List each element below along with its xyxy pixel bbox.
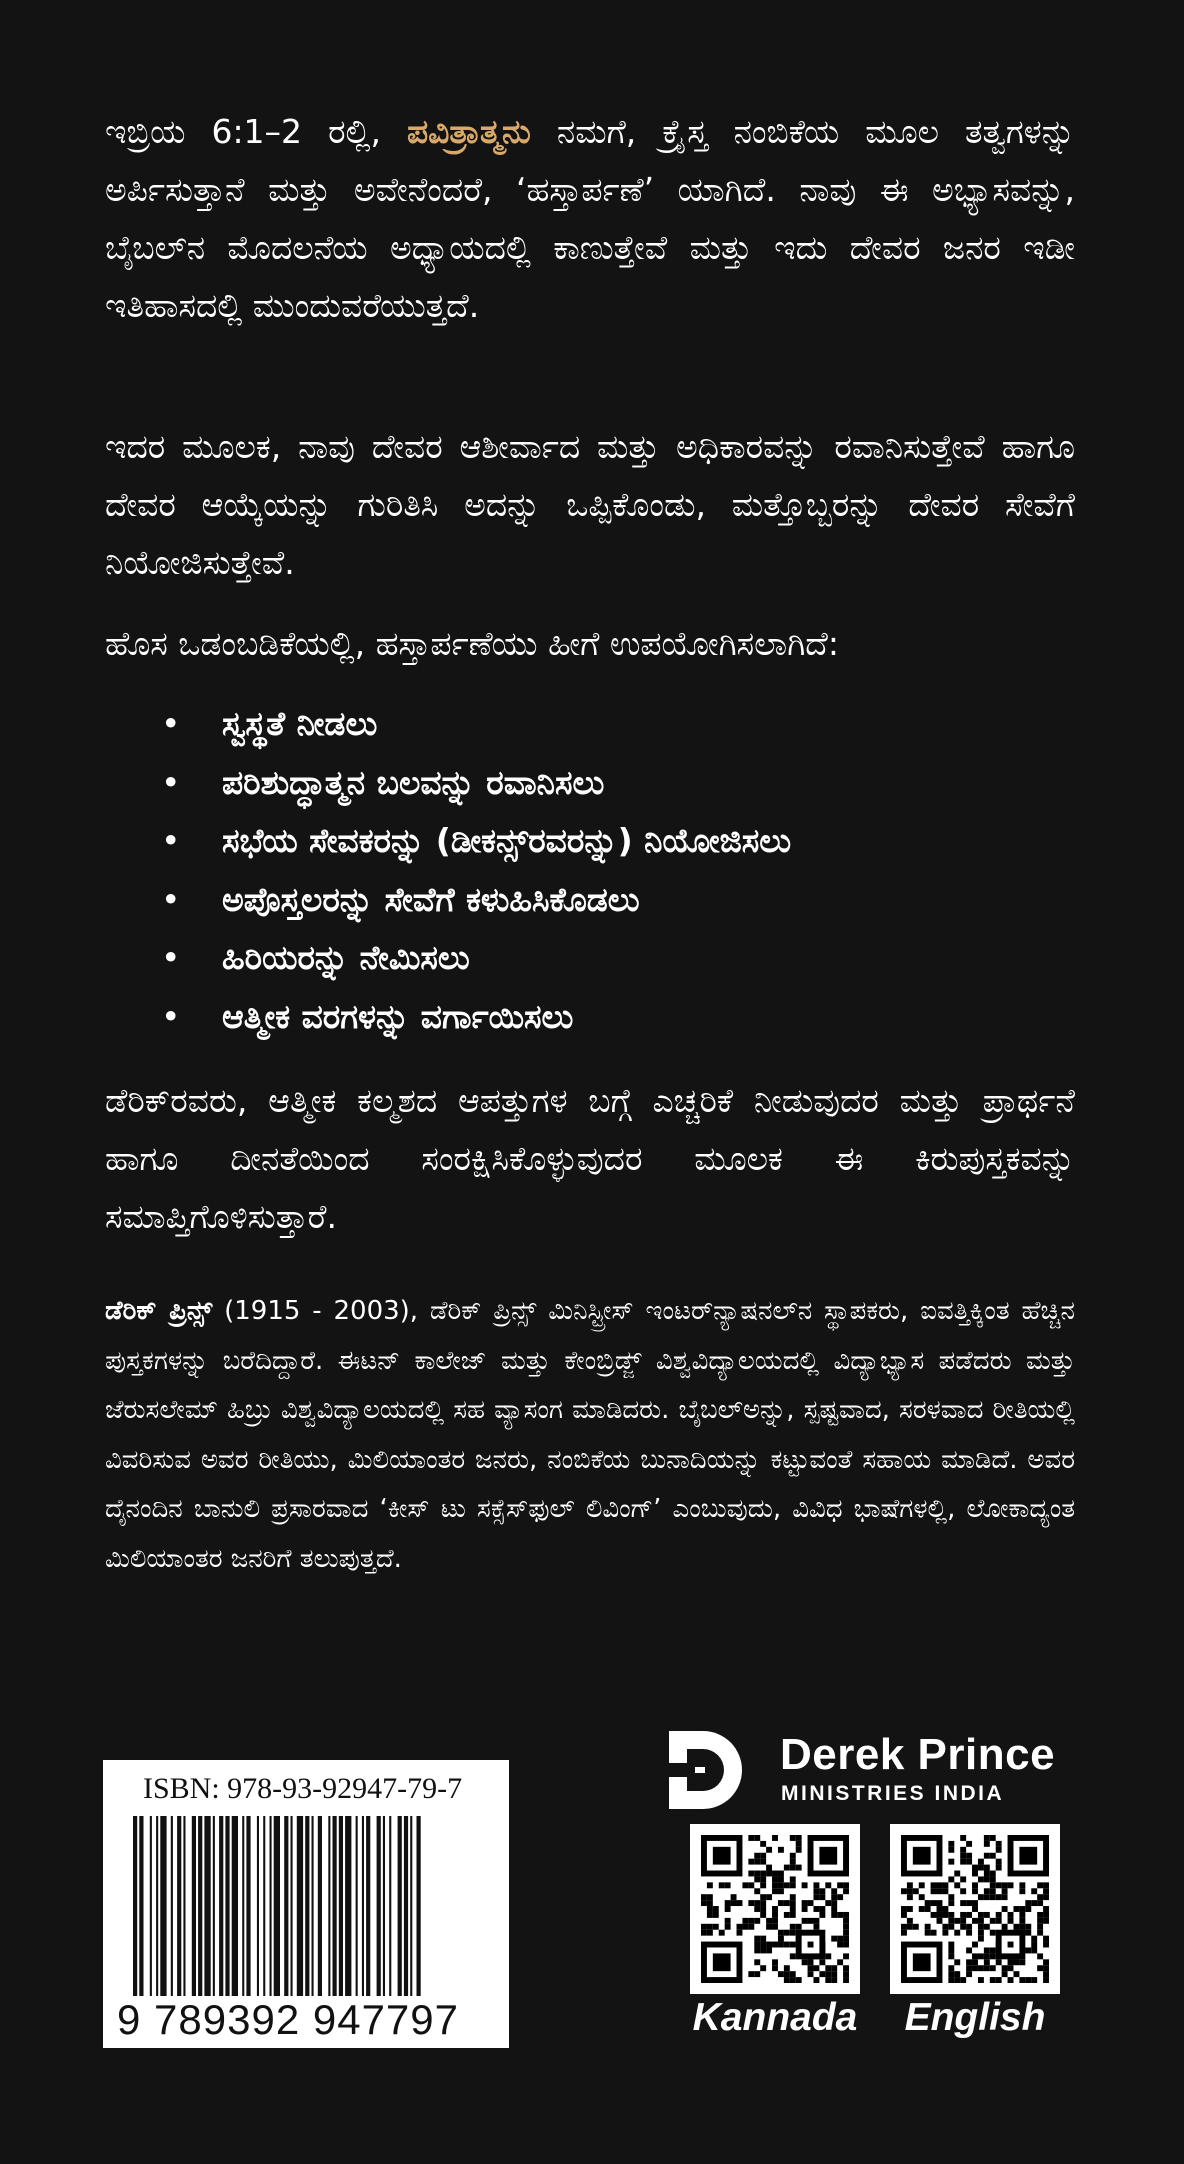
bullet-icon: • xyxy=(161,938,181,977)
list-item xyxy=(105,754,1005,813)
bullet-icon: • xyxy=(161,879,181,919)
blessing-paragraph: ಇದರ ಮೂಲಕ, ನಾವು ದೇವರ ಆಶೀರ್ವಾದ ಮತ್ತು ಅಧಿಕಾರವನ್ನು ರವಾನಿಸುತ್ತೇವೆ ಹಾಗೂ ದೇವರ ಆಯ್ಕೆಯನ್ನು ಗುರಿತಿಸಿ ಅದನ್ನು ಒಪ್ಪಿಕೊಂಡು, ಮತ್ತೊಬ್ಬರನ್ನು ದೇವರ ಸೇವೆಗೆ ನಿಯೋಜಿಸುತ್ತೇವೆ. xyxy=(105,427,1075,582)
author-name: ಡೆರಿಕ್ ಪ್ರಿನ್ಸ್ xyxy=(105,1296,213,1326)
qr-code-kannada[interactable] xyxy=(690,1824,860,1994)
logo-name: Derek Prince xyxy=(780,1730,1056,1779)
author-bio xyxy=(105,1287,1075,1584)
barcode-digits: 9 789392 947797 xyxy=(117,1996,459,2043)
list-item-text: ಅಪೊಸ್ತಲರನ್ನು ಸೇವೆಗೆ ಕಳುಹಿಸಿಕೊಡಲು xyxy=(222,879,640,919)
list-item-text: ಪರಿಶುದ್ಧಾತ್ಮನ ಬಲವನ್ನು ರವಾನಿಸಲು xyxy=(222,762,605,802)
bullet-icon: • xyxy=(161,996,181,1036)
usage-intro-paragraph: ಹೊಸ ಒಡಂಬಡಿಕೆಯಲ್ಲಿ, ಹಸ್ತಾರ್ಪಣೆಯು ಹೀಗೆ ಉಪಯೋಗಿಸಲಾಗಿದೆ: xyxy=(105,624,839,663)
qr-code-icon xyxy=(701,1835,849,1983)
dpm-logo-icon xyxy=(665,1727,751,1813)
author-bio-text: (1915 - 2003), ಡೆರಿಕ್ ಪ್ರಿನ್ಸ್ ಮಿನಿಸ್ಟ್ರೀಸ್ ಇಂಟರ್‌ನ್ಯಾಷನಲ್‌ನ ಸ್ಥಾಪಕರು, ಐವತ್ತಿಕ್ಕಿಂತ ಹೆಚ್ಚಿನ ಪುಸ್ತಕಗಳನ್ನು ಬರೆದಿದ್ದಾರೆ. ಈಟನ್ ಕಾಲೇಜ್ ಮತ್ತು ಕೇಂಬ್ರಿಡ್ಜ್ ವಿಶ್ವವಿದ್ಯಾಲಯದಲ್ಲಿ ವಿದ್ಯಾಭ್ಯಾಸ ಪಡೆದರು ಮತ್ತು ಜೆರುಸಲೇಮ್ ಹಿಬ್ರು ವಿಶ್ವವಿದ್ಯಾಲಯದಲ್ಲಿ ಸಹ ವ್ಯಾಸಂಗ ಮಾಡಿದರು. ಬೈಬಲ್‌ಅನ್ನು, ಸ್ಪಷ್ಟವಾದ, ಸರಳವಾದ ರೀತಿಯಲ್ಲಿ ವಿವರಿಸುವ ಅವರ ರೀತಿಯು, ಮಿಲಿಯಾಂತರ ಜನರು, ನಂಬಿಕೆಯ ಬುನಾದಿಯನ್ನು ಕಟ್ಟುವಂತೆ ಸಹಾಯ ಮಾಡಿದೆ. ಅವರ ದೈನಂದಿನ ಬಾನುಲಿ ಪ್ರಸಾರವಾದ ‘ಕೀಸ್ ಟು ಸಕ್ಸೆಸ್‌ಫುಲ್ ಲಿವಿಂಗ್’ ಎಂಬುವುದು, ವಿವಿಧ ಭಾಷೆಗಳಲ್ಲಿ, ಲೋಕಾದ್ಯಂತ ಮಿಲಿಯಾಂತರ ಜನರಿಗೆ ತಲುಪುತ್ತದೆ. xyxy=(105,1296,1076,1574)
usage-list xyxy=(105,695,1005,1046)
list-item-text: ಸ್ವಸ್ಥತೆ ನೀಡಲು xyxy=(222,704,378,743)
conclusion-paragraph: ಡೆರಿಕ್‌ರವರು, ಆತ್ಮೀಕ ಕಲ್ಮಶದ ಆಪತ್ತುಗಳ ಬಗ್ಗೆ ಎಚ್ಚರಿಕೆ ನೀಡುವುದರ ಮತ್ತು ಪ್ರಾರ್ಥನೆ ಹಾಗೂ ದೀನತೆಯಿಂದ ಸಂರಕ್ಷಿಸಿಕೊಳ್ಳುವುದರ ಮೂಲಕ ಈ ಕಿರುಪುಸ್ತಕವನ್ನು ಸಮಾಪ್ತಿಗೊಳಿಸುತ್ತಾರೆ. xyxy=(105,1081,1075,1236)
qr-label-english: English xyxy=(904,1996,1046,2039)
qr-code-english[interactable] xyxy=(890,1824,1060,1994)
qr-label-kannada: Kannada xyxy=(692,1996,858,2039)
intro-text-start: ಇಬ್ರಿಯ 6:1–2 ರಲ್ಲಿ, xyxy=(105,112,407,151)
list-item xyxy=(105,929,1005,988)
list-item-text: ಹಿರಿಯರನ್ನು ನೇಮಿಸಲು xyxy=(222,938,470,977)
bullet-icon: • xyxy=(161,821,181,860)
list-item xyxy=(105,988,1005,1047)
qr-code-icon xyxy=(901,1835,1049,1983)
list-item-text: ಆತ್ಮೀಕ ವರಗಳನ್ನು ವರ್ಗಾಯಿಸಲು xyxy=(222,996,574,1036)
isbn-barcode xyxy=(103,1760,509,2048)
list-item-text: ಸಭೆಯ ಸೇವಕರನ್ನು (ಡೀಕನ್ಸ್‌ರವರನ್ನು) ನಿಯೋಜಿಸಲು xyxy=(222,821,792,860)
list-item xyxy=(105,812,1005,871)
holy-spirit-highlight: ಪವಿತ್ರಾತ್ಮನು xyxy=(406,112,531,151)
intro-paragraph xyxy=(105,103,1075,335)
intro-text-rest: ನಮಗೆ, ಕ್ರೈಸ್ತ ನಂಬಿಕೆಯ ಮೂಲ ತತ್ವಗಳನ್ನು ಅರ್ಪಿಸುತ್ತಾನೆ ಮತ್ತು ಅವೇನೆಂದರೆ, ‘ಹಸ್ತಾರ್ಪಣೆ’ ಯಾಗಿದೆ. ನಾವು ಈ ಅಭ್ಯಾಸವನ್ನು, ಬೈಬಲ್‌ನ ಮೊದಲನೆಯ ಅಧ್ಯಾಯದಲ್ಲಿ ಕಾಣುತ್ತೇವೆ ಮತ್ತು ಇದು ದೇವರ ಜನರ ಇಡೀ ಇತಿಹಾಸದಲ್ಲಿ ಮುಂದುವರೆಯುತ್ತದೆ. xyxy=(105,112,1075,325)
bullet-icon: • xyxy=(161,704,181,743)
list-item xyxy=(105,695,1005,754)
logo-subtitle: MINISTRIES INDIA xyxy=(781,1782,1005,1805)
bullet-icon: • xyxy=(161,762,181,802)
isbn-number: ISBN: 978-93-92947-79-7 xyxy=(143,1772,463,1805)
barcode-bars-icon xyxy=(133,1816,481,1996)
list-item xyxy=(105,871,1005,930)
